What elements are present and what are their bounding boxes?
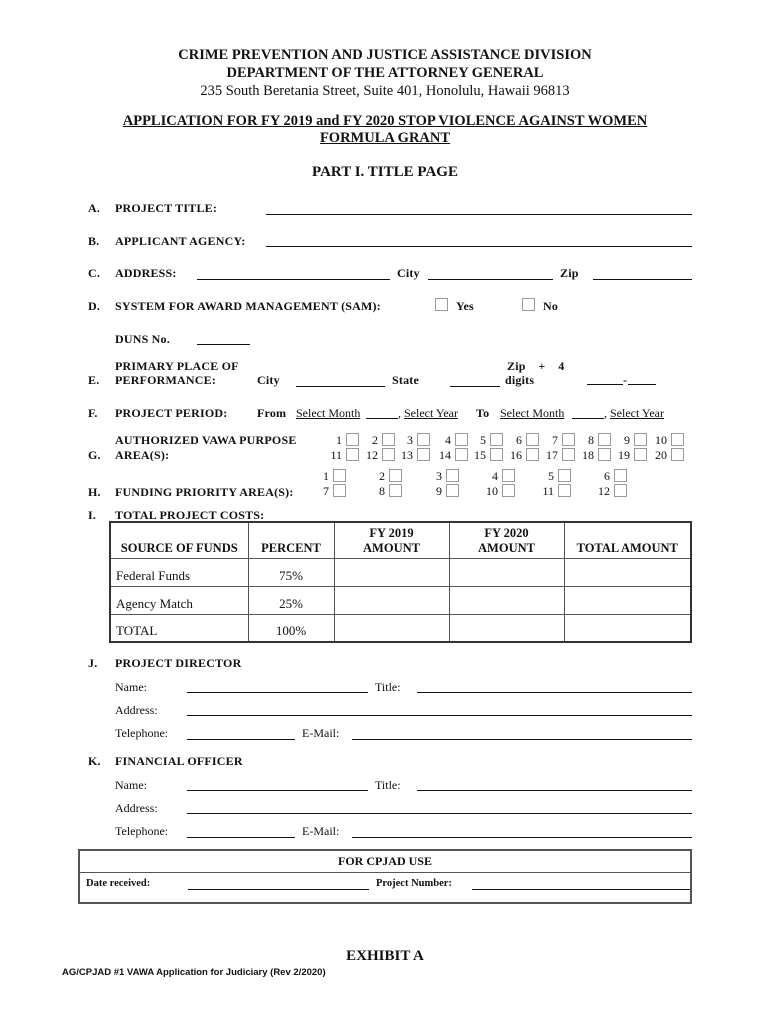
zip-digits-label: digits: [505, 373, 535, 387]
from-comma: ,: [398, 406, 401, 420]
fy2019-header-text: FY 2019: [369, 525, 414, 540]
sam-yes-label: Yes: [456, 299, 474, 313]
exhibit-label: EXHIBIT A: [346, 948, 424, 964]
percent-header: [248, 522, 334, 558]
funding-priority-area-number: 10: [486, 484, 498, 498]
vawa-purpose-area-checkbox[interactable]: [417, 433, 430, 446]
to-year-select[interactable]: Select Year: [610, 406, 664, 420]
vawa-purpose-area-number: 18: [582, 448, 594, 462]
vawa-purpose-area-checkbox[interactable]: [634, 433, 647, 446]
applicant-agency-field[interactable]: [266, 246, 692, 247]
header-department: DEPARTMENT OF THE ATTORNEY GENERAL: [226, 65, 544, 81]
vawa-purpose-area-number: 10: [655, 433, 667, 447]
sam-label: SYSTEM FOR AWARD MANAGEMENT (SAM):: [115, 299, 381, 313]
sam-no-checkbox[interactable]: [522, 298, 535, 311]
vawa-purpose-area-number: 15: [474, 448, 486, 462]
header-address: 235 South Beretania Street, Suite 401, Honolulu, Hawaii 96813: [200, 83, 570, 99]
vawa-purpose-area-number: 14: [439, 448, 451, 462]
fy2019-amount-header-text: AMOUNT: [363, 540, 420, 555]
vawa-purpose-area-checkbox[interactable]: [671, 448, 684, 461]
vawa-purpose-area-number: 6: [516, 433, 522, 447]
section-letter-e: E.: [88, 373, 100, 387]
percent-cell: 100%: [248, 614, 334, 642]
city-field[interactable]: [428, 279, 553, 280]
fy2019-amount-cell[interactable]: [334, 586, 449, 614]
vawa-purpose-area-number: 1: [336, 433, 342, 447]
vawa-purpose-area-number: 12: [366, 448, 378, 462]
application-title-line2: FORMULA GRANT: [319, 130, 451, 146]
from-month-select[interactable]: Select Month: [296, 406, 361, 420]
date-received-field[interactable]: [188, 889, 369, 890]
application-title-line1: APPLICATION FOR FY 2019 and FY 2020 STOP VIOLENCE AGAINST WOMEN: [122, 113, 648, 129]
section-letter-i: I.: [88, 508, 97, 522]
fy2019-amount-cell[interactable]: [334, 558, 449, 586]
funding-priority-area-number: 6: [604, 469, 610, 483]
vawa-purpose-area-number: 2: [372, 433, 378, 447]
officer-address-label: Address:: [115, 801, 158, 815]
officer-name-field[interactable]: [187, 790, 368, 791]
date-received-label: Date received:: [86, 878, 151, 889]
project-title-label: PROJECT TITLE:: [115, 201, 218, 215]
section-letter-j: J.: [88, 656, 98, 670]
zip5-field[interactable]: [587, 384, 623, 385]
funding-priority-area-checkbox[interactable]: [614, 484, 627, 497]
funding-priority-area-checkbox[interactable]: [558, 484, 571, 497]
source-cell: TOTAL: [110, 614, 248, 642]
officer-telephone-field[interactable]: [187, 837, 295, 838]
director-name-label: Name:: [115, 680, 147, 694]
to-month-underline: [572, 418, 604, 419]
from-year-select[interactable]: Select Year: [404, 406, 458, 420]
vawa-purpose-area-number: 8: [588, 433, 594, 447]
cpjad-use-title: FOR CPJAD USE: [80, 851, 690, 873]
officer-title-label: Title:: [375, 778, 401, 792]
funding-priority-area-checkbox[interactable]: [558, 469, 571, 482]
funding-priority-area-number: 8: [379, 484, 385, 498]
director-address-label: Address:: [115, 703, 158, 717]
sam-no-label: No: [543, 299, 559, 313]
officer-address-field[interactable]: [187, 813, 692, 814]
zip-label: Zip: [560, 266, 579, 280]
zip-field[interactable]: [593, 279, 692, 280]
performance-city-field[interactable]: [296, 386, 385, 387]
director-telephone-label: Telephone:: [115, 726, 169, 740]
sam-yes-checkbox[interactable]: [435, 298, 448, 311]
zip-plus-four-label: Zip + 4: [507, 359, 565, 373]
source-cell: Agency Match: [110, 586, 248, 614]
director-email-field[interactable]: [352, 739, 692, 740]
officer-title-field[interactable]: [417, 790, 692, 791]
vawa-purpose-area-number: 3: [407, 433, 413, 447]
section-letter-c: C.: [88, 266, 101, 280]
director-address-field[interactable]: [187, 715, 692, 716]
fy2020-amount-cell[interactable]: [449, 614, 564, 642]
table-row: [110, 586, 691, 614]
funding-priority-area-checkbox[interactable]: [614, 469, 627, 482]
total-amount-cell[interactable]: [564, 558, 691, 586]
percent-cell: 25%: [248, 586, 334, 614]
section-letter-g: G.: [88, 448, 101, 462]
fy2020-header-text: FY 2020: [484, 525, 529, 540]
vawa-purpose-area-number: 19: [618, 448, 630, 462]
funding-priority-area-checkbox[interactable]: [389, 484, 402, 497]
section-letter-k: K.: [88, 754, 101, 768]
table-header-row: [110, 522, 691, 558]
vawa-purpose-area-number: 20: [655, 448, 667, 462]
percent-cell: 75%: [248, 558, 334, 586]
primary-place-label-1: PRIMARY PLACE OF: [115, 359, 239, 373]
vawa-purpose-label-2: AREA(S):: [115, 448, 170, 462]
zip4-field[interactable]: [628, 384, 656, 385]
fy2020-amount-cell[interactable]: [449, 558, 564, 586]
performance-city-label: City: [257, 373, 280, 387]
section-letter-f: F.: [88, 406, 98, 420]
funding-priority-area-checkbox[interactable]: [333, 469, 346, 482]
project-period-label: PROJECT PERIOD:: [115, 406, 228, 420]
section-letter-d: D.: [88, 299, 101, 313]
director-telephone-field[interactable]: [187, 739, 295, 740]
vawa-purpose-area-number: 13: [401, 448, 413, 462]
total-amount-cell[interactable]: [564, 614, 691, 642]
funding-priority-area-checkbox[interactable]: [333, 484, 346, 497]
applicant-agency-label: APPLICANT AGENCY:: [115, 234, 246, 248]
funding-priority-area-number: 2: [379, 469, 385, 483]
funding-priority-area-number: 12: [598, 484, 610, 498]
director-title-field[interactable]: [417, 692, 692, 693]
funding-priority-area-checkbox[interactable]: [446, 484, 459, 497]
project-costs-table: [109, 521, 692, 643]
officer-email-field[interactable]: [352, 837, 692, 838]
funding-priority-area-number: 4: [492, 469, 498, 483]
section-letter-h: H.: [88, 485, 101, 499]
officer-email-label: E-Mail:: [302, 824, 340, 838]
project-title-field[interactable]: [266, 214, 692, 215]
duns-label: DUNS No.: [115, 332, 170, 346]
from-label: From: [257, 406, 287, 420]
duns-field[interactable]: [197, 344, 250, 345]
total-amount-header-text: TOTAL AMOUNT: [576, 540, 678, 555]
funding-priority-area-checkbox[interactable]: [502, 484, 515, 497]
officer-telephone-label: Telephone:: [115, 824, 169, 838]
vawa-purpose-area-number: 7: [552, 433, 558, 447]
funding-priority-area-number: 7: [323, 484, 329, 498]
fy2020-amount-header-text: AMOUNT: [478, 540, 535, 555]
performance-state-label: State: [392, 373, 419, 387]
funding-priority-area-number: 3: [436, 469, 442, 483]
table-row: [110, 614, 691, 642]
vawa-purpose-area-number: 9: [624, 433, 630, 447]
director-title-label: Title:: [375, 680, 401, 694]
project-director-label: PROJECT DIRECTOR: [115, 656, 242, 670]
project-number-field[interactable]: [472, 889, 690, 890]
financial-officer-label: FINANCIAL OFFICER: [115, 754, 243, 768]
vawa-purpose-area-number: 16: [510, 448, 522, 462]
director-name-field[interactable]: [187, 692, 368, 693]
vawa-purpose-area-number: 5: [480, 433, 486, 447]
vawa-purpose-area-checkbox[interactable]: [671, 433, 684, 446]
address-field[interactable]: [197, 279, 390, 280]
director-email-label: E-Mail:: [302, 726, 340, 740]
from-month-underline: [366, 418, 398, 419]
officer-name-label: Name:: [115, 778, 147, 792]
funding-priority-area-checkbox[interactable]: [389, 469, 402, 482]
funding-priority-area-checkbox[interactable]: [502, 469, 515, 482]
form-id: AG/CPJAD #1 VAWA Application for Judiciary (Rev 2/2020): [62, 967, 326, 978]
fy2020-amount-cell[interactable]: [449, 586, 564, 614]
source-of-funds-header-text: SOURCE OF FUNDS: [120, 540, 238, 555]
vawa-purpose-area-number: 11: [330, 448, 342, 462]
vawa-purpose-area-checkbox[interactable]: [417, 448, 430, 461]
to-label: To: [476, 406, 490, 420]
total-amount-cell[interactable]: [564, 586, 691, 614]
total-project-costs-label: TOTAL PROJECT COSTS:: [115, 508, 265, 522]
part-title: PART I. TITLE PAGE: [312, 164, 458, 180]
city-label: City: [397, 266, 420, 280]
total-amount-header: [564, 522, 691, 558]
header-division: CRIME PREVENTION AND JUSTICE ASSISTANCE DIVISION: [178, 47, 592, 63]
funding-priority-label: FUNDING PRIORITY AREA(S):: [115, 485, 294, 499]
funding-priority-area-number: 11: [542, 484, 554, 498]
section-letter-a: A.: [88, 201, 101, 215]
primary-place-label-2: PERFORMANCE:: [115, 373, 217, 387]
to-comma: ,: [604, 406, 607, 420]
project-number-label: Project Number:: [376, 878, 452, 889]
funding-priority-area-number: 5: [548, 469, 554, 483]
fy2020-amount-header: [449, 522, 564, 558]
zip-dash: -: [623, 373, 628, 387]
percent-header-text: PERCENT: [261, 540, 321, 555]
address-label: ADDRESS:: [115, 266, 177, 280]
vawa-purpose-area-number: 17: [546, 448, 558, 462]
performance-state-field[interactable]: [450, 386, 500, 387]
to-month-select[interactable]: Select Month: [500, 406, 565, 420]
funding-priority-area-checkbox[interactable]: [446, 469, 459, 482]
cpjad-use-box: [78, 849, 692, 904]
section-letter-b: B.: [88, 234, 100, 248]
vawa-purpose-label-1: AUTHORIZED VAWA PURPOSE: [115, 433, 297, 447]
source-of-funds-header: [110, 522, 248, 558]
fy2019-amount-header: [334, 522, 449, 558]
funding-priority-area-number: 1: [323, 469, 329, 483]
table-row: [110, 558, 691, 586]
fy2019-amount-cell[interactable]: [334, 614, 449, 642]
source-cell: Federal Funds: [110, 558, 248, 586]
vawa-purpose-area-checkbox[interactable]: [634, 448, 647, 461]
funding-priority-area-number: 9: [436, 484, 442, 498]
vawa-purpose-area-number: 4: [445, 433, 451, 447]
